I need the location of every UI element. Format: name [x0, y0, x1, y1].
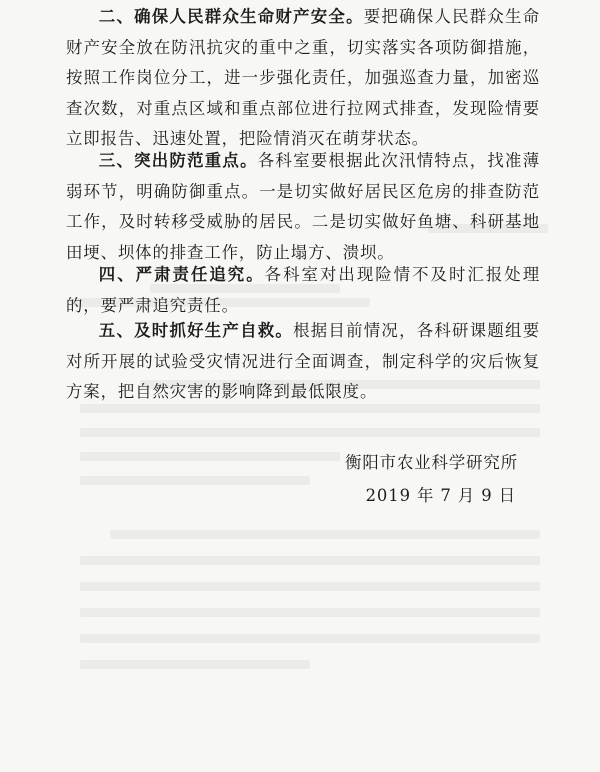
- section-body: 要把确保人民群众生命财产安全放在防汛抗灾的重中之重，切实落实各项防御措施，按照工作岗位分工，进一步强化责任，加强巡查力量，加密巡查次数，对重点区域和重点部位进行拉网式排查，发现险情要立即报告、迅速处置，把险情消灭在萌芽状态。: [66, 7, 541, 148]
- section-paragraph: [66, 146, 540, 268]
- section-body: 根据目前情况，各科研课题组要对所开展的试验受灾情况进行全面调查，制定科学的灾后恢复方案，把自然灾害的影响降到最低限度。: [66, 321, 540, 401]
- section-paragraph: [66, 2, 540, 155]
- section-body: 各科室对出现险情不及时汇报处理的，要严肃追究责任。: [66, 265, 540, 315]
- section-heading: 二、确保人民群众生命财产安全。: [98, 7, 364, 26]
- section-paragraph: [66, 260, 540, 321]
- section-paragraph: [66, 316, 540, 408]
- section-body: 各科室要根据此次汛情特点，找准薄弱环节，明确防御重点。一是切实做好居民区危房的排查防范工作，及时转移受威胁的居民。二是切实做好鱼塘、科研基地田埂、坝体的排查工作，防止塌方、溃坝。: [66, 151, 540, 262]
- section-heading: 五、及时抓好生产自救。: [98, 321, 294, 340]
- signature-organization: 衡阳市农业科学研究所: [345, 453, 518, 472]
- section-heading: 四、严肃责任追究。: [98, 265, 265, 284]
- signature-date: 2019 年 7 月 9 日: [365, 486, 516, 505]
- section-heading: 三、突出防范重点。: [98, 151, 258, 170]
